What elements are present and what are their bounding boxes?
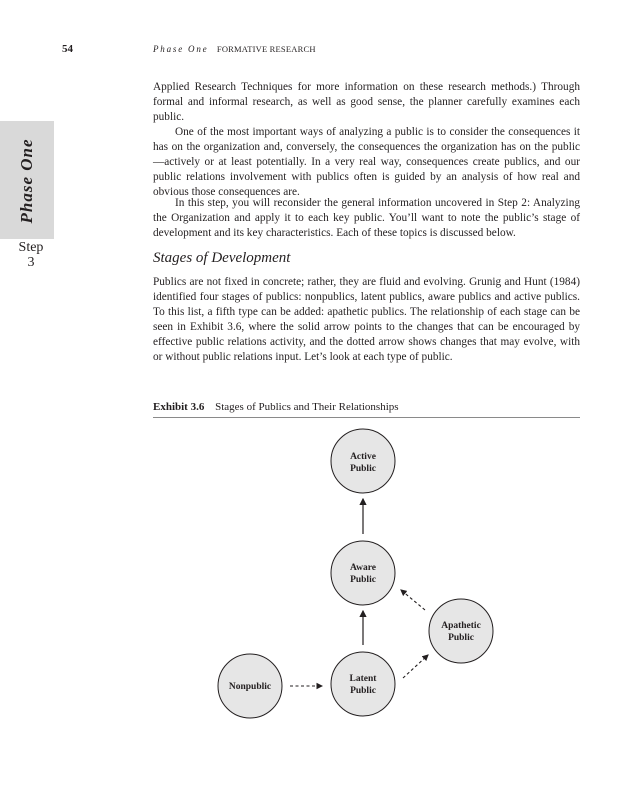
node-aware-line2: Public xyxy=(350,575,376,585)
node-nonpublic xyxy=(218,654,282,718)
body-paragraph-3: In this step, you will reconsider the general information uncovered in Step 2: Analyzing the Organization and apply it to each key public. You’ll want to note the public’s stage of development and its key characteristics. Each of these topics is discussed below. xyxy=(153,197,580,239)
node-aware-public xyxy=(331,541,395,605)
running-head-section: FORMATIVE RESEARCH xyxy=(216,44,316,54)
exhibit-label: Exhibit 3.6 xyxy=(153,401,205,413)
node-latent-line2: Public xyxy=(350,686,376,696)
node-active-line2: Public xyxy=(350,464,376,474)
node-apathetic-public xyxy=(429,599,493,663)
node-active-line1: Active xyxy=(350,452,376,462)
node-apathetic-line1: Apathetic xyxy=(441,621,481,631)
node-apathetic-line2: Public xyxy=(448,633,474,643)
running-head-phase: Phase One xyxy=(153,44,209,54)
page-number: 54 xyxy=(62,43,73,55)
node-nonpublic-line1: Nonpublic xyxy=(228,682,272,692)
phase-side-tab-label: Phase One xyxy=(17,138,36,224)
body-paragraph-2: One of the most important ways of analyzing a public is to consider the consequences it has on the organization and, conversely, the consequences the organization has on the public—actively or at least potentially. In a very real way, consequences create publics, and our public relations involvement with publics often is guided by an analysis of how real and obvious those consequences are. xyxy=(153,126,580,198)
step-number: 3 xyxy=(27,255,35,270)
body-paragraph-4: Publics are not fixed in concrete; rather, they are fluid and evolving. Grunig and Hunt (1984) identified four stages of publics: nonpublics, latent publics, aware publics and active publics. To this list, a fifth type can be added: apathetic publics. The relationship of each stage can be seen in Exhibit 3.6, where the solid arrow points to the changes that can be encouraged by effective public relations activity, and the dotted arrow shows changes that may evolve, with or without public relations input. Let’s look at each type of public. xyxy=(153,276,580,363)
exhibit-caption: Stages of Publics and Their Relationships xyxy=(215,401,399,413)
step-word: Step xyxy=(18,240,44,255)
dotted-arrow-apathetic-to-aware xyxy=(401,590,425,610)
section-heading: Stages of Development xyxy=(153,250,291,266)
node-latent-line1: Latent xyxy=(349,674,377,684)
dotted-arrow-latent-to-apathetic xyxy=(403,655,428,678)
node-latent-public xyxy=(331,652,395,716)
node-active-public xyxy=(331,429,395,493)
node-aware-line1: Aware xyxy=(349,563,377,573)
body-paragraph-1: Applied Research Techniques for more information on these research methods.) Through formal and informal research, as well as good sense, the planner carefully examines each public. xyxy=(153,81,580,123)
